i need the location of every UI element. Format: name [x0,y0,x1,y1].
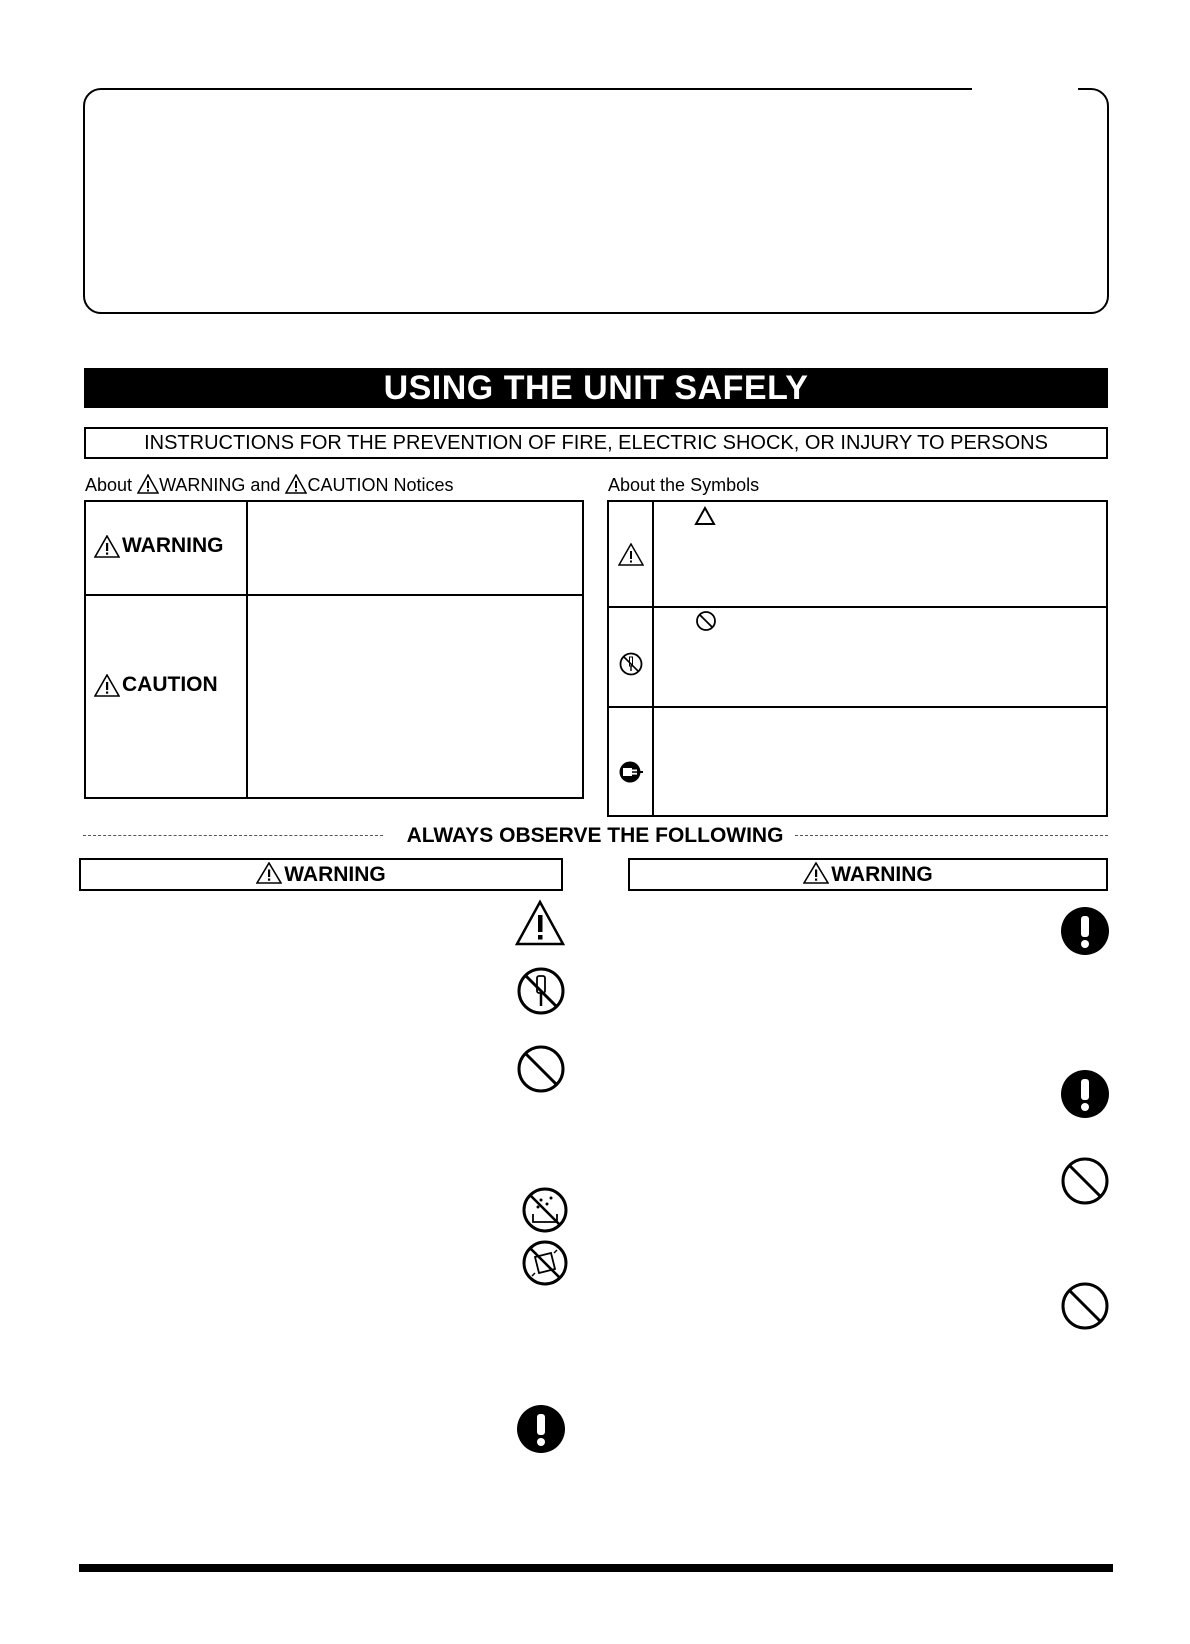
symbols-heading: About the Symbols [608,475,760,495]
notices-warning-label: WARNING [159,475,246,495]
mandatory-action-icon [516,1404,566,1454]
right-warning-header: WARNING [628,858,1108,891]
prohibition-icon [516,1044,566,1094]
warning-triangle-icon [94,674,120,697]
header-frame-gap [972,84,1078,92]
prohibition-icon [1060,1156,1110,1206]
table-divider [652,502,654,815]
warning-notice-label: WARNING [94,534,224,558]
mandatory-action-icon [1060,906,1110,956]
prohibition-circle-icon [695,610,717,632]
caution-notice-label: CAUTION [94,673,218,697]
no-shock-icon [521,1239,569,1287]
table-divider [86,594,582,596]
warning-triangle-icon [94,535,120,558]
table-divider [609,706,1106,708]
warning-triangle-icon [256,862,282,884]
no-water-icon [521,1186,569,1234]
prohibition-icon [1060,1281,1110,1331]
warning-triangle-icon [803,862,829,884]
warning-triangle-icon [514,899,566,947]
notices-caution-label: CAUTION [307,475,389,495]
header-frame [83,88,1109,314]
instructions-banner: INSTRUCTIONS FOR THE PREVENTION OF FIRE, ELECTRIC SHOCK, OR INJURY TO PERSONS [84,427,1108,459]
mandatory-action-icon [1060,1069,1110,1119]
table-divider [246,502,248,797]
table-divider [609,606,1106,608]
warning-triangle-icon [137,474,159,494]
notices-table [84,500,584,799]
notices-notices-label: Notices [393,475,454,495]
no-disassembly-icon [619,652,643,676]
left-warning-header: WARNING [79,858,563,891]
notices-and-label: and [250,475,281,495]
no-disassembly-icon [516,966,566,1016]
symbols-table [607,500,1108,817]
always-observe-heading: ALWAYS OBSERVE THE FOLLOWING [0,823,1190,849]
notices-about-label: About [85,475,133,495]
notices-heading [85,474,454,496]
footer-rule [79,1564,1113,1572]
warning-triangle-icon [618,543,644,566]
triangle-outline-icon [694,506,716,526]
unplug-icon [618,760,644,784]
page-title: USING THE UNIT SAFELY [84,368,1108,408]
warning-triangle-icon [285,474,307,494]
